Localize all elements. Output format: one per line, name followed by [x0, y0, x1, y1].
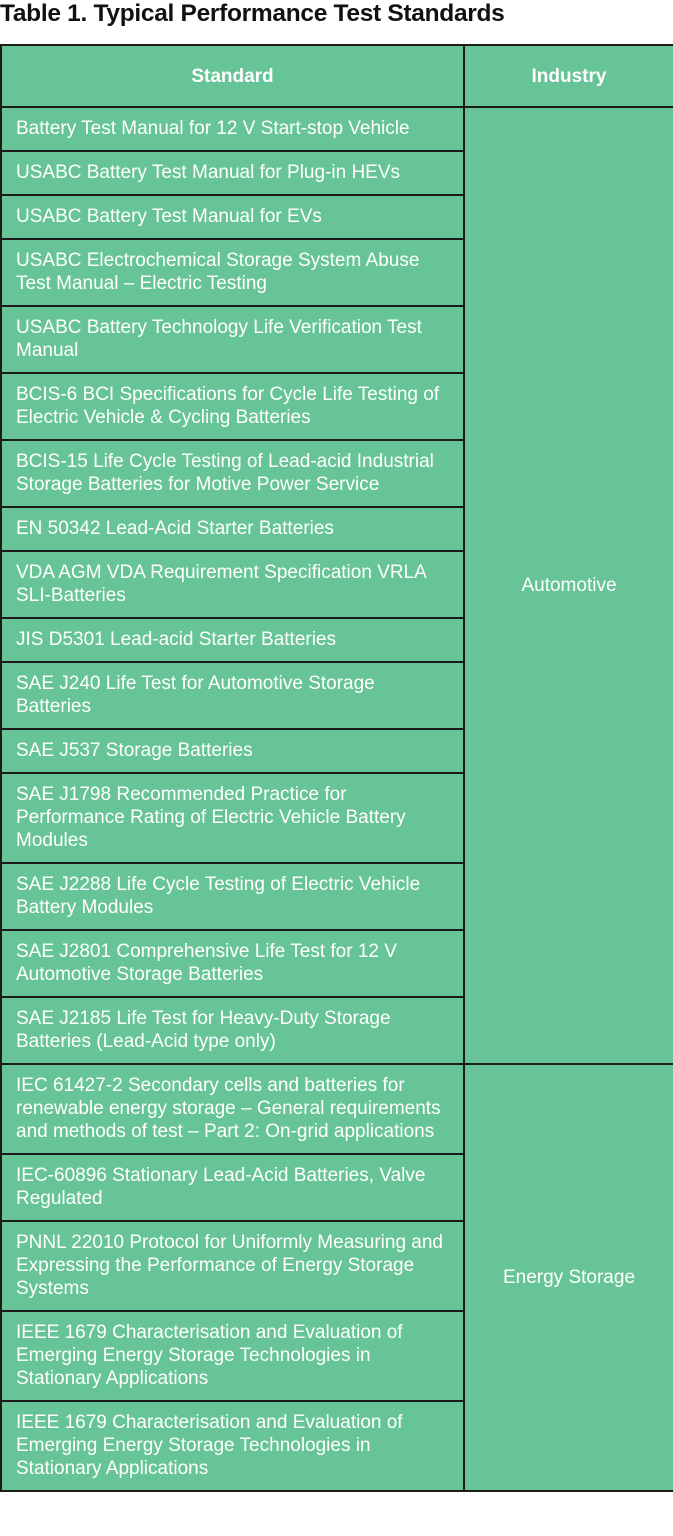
standard-cell: SAE J2185 Life Test for Heavy-Duty Storage Batteries (Lead-Acid type only): [1, 997, 464, 1064]
standard-cell: SAE J1798 Recommended Practice for Performance Rating of Electric Vehicle Battery Modules: [1, 773, 464, 863]
standard-cell: BCIS-6 BCI Specifications for Cycle Life Testing of Electric Vehicle & Cycling Batteries: [1, 373, 464, 440]
standard-cell: PNNL 22010 Protocol for Uniformly Measuring and Expressing the Performance of Energy Storage Systems: [1, 1221, 464, 1311]
standard-cell: IEEE 1679 Characterisation and Evaluation of Emerging Energy Storage Technologies in Stationary Applications: [1, 1401, 464, 1491]
standard-cell: USABC Battery Test Manual for EVs: [1, 195, 464, 239]
standard-cell: USABC Battery Technology Life Verification Test Manual: [1, 306, 464, 373]
standard-column-header: Standard: [1, 45, 464, 107]
table-body: [1, 107, 673, 1491]
standard-cell: SAE J537 Storage Batteries: [1, 729, 464, 773]
standard-cell: SAE J240 Life Test for Automotive Storage Batteries: [1, 662, 464, 729]
standard-cell: Battery Test Manual for 12 V Start-stop Vehicle: [1, 107, 464, 151]
industry-cell: Automotive: [464, 107, 673, 1064]
table-header-row: [1, 45, 673, 107]
industry-cell: Energy Storage: [464, 1064, 673, 1491]
standard-cell: JIS D5301 Lead-acid Starter Batteries: [1, 618, 464, 662]
standard-cell: SAE J2801 Comprehensive Life Test for 12 V Automotive Storage Batteries: [1, 930, 464, 997]
standard-cell: USABC Battery Test Manual for Plug-in HEVs: [1, 151, 464, 195]
standard-cell: USABC Electrochemical Storage System Abuse Test Manual – Electric Testing: [1, 239, 464, 306]
table-row: [1, 1064, 673, 1154]
standards-table: [0, 44, 673, 1492]
standard-cell: IEC 61427-2 Secondary cells and batteries for renewable energy storage – General requirements and methods of test – Part 2: On-grid applications: [1, 1064, 464, 1154]
industry-column-header: Industry: [464, 45, 673, 107]
standard-cell: SAE J2288 Life Cycle Testing of Electric Vehicle Battery Modules: [1, 863, 464, 930]
standard-cell: VDA AGM VDA Requirement Specification VRLA SLI-Batteries: [1, 551, 464, 618]
table-row: [1, 107, 673, 151]
standard-cell: IEEE 1679 Characterisation and Evaluation of Emerging Energy Storage Technologies in Stationary Applications: [1, 1311, 464, 1401]
standard-cell: BCIS-15 Life Cycle Testing of Lead-acid Industrial Storage Batteries for Motive Power Service: [1, 440, 464, 507]
standard-cell: IEC-60896 Stationary Lead-Acid Batteries, Valve Regulated: [1, 1154, 464, 1221]
table-title: Table 1. Typical Performance Test Standards: [0, 0, 505, 27]
standard-cell: EN 50342 Lead-Acid Starter Batteries: [1, 507, 464, 551]
